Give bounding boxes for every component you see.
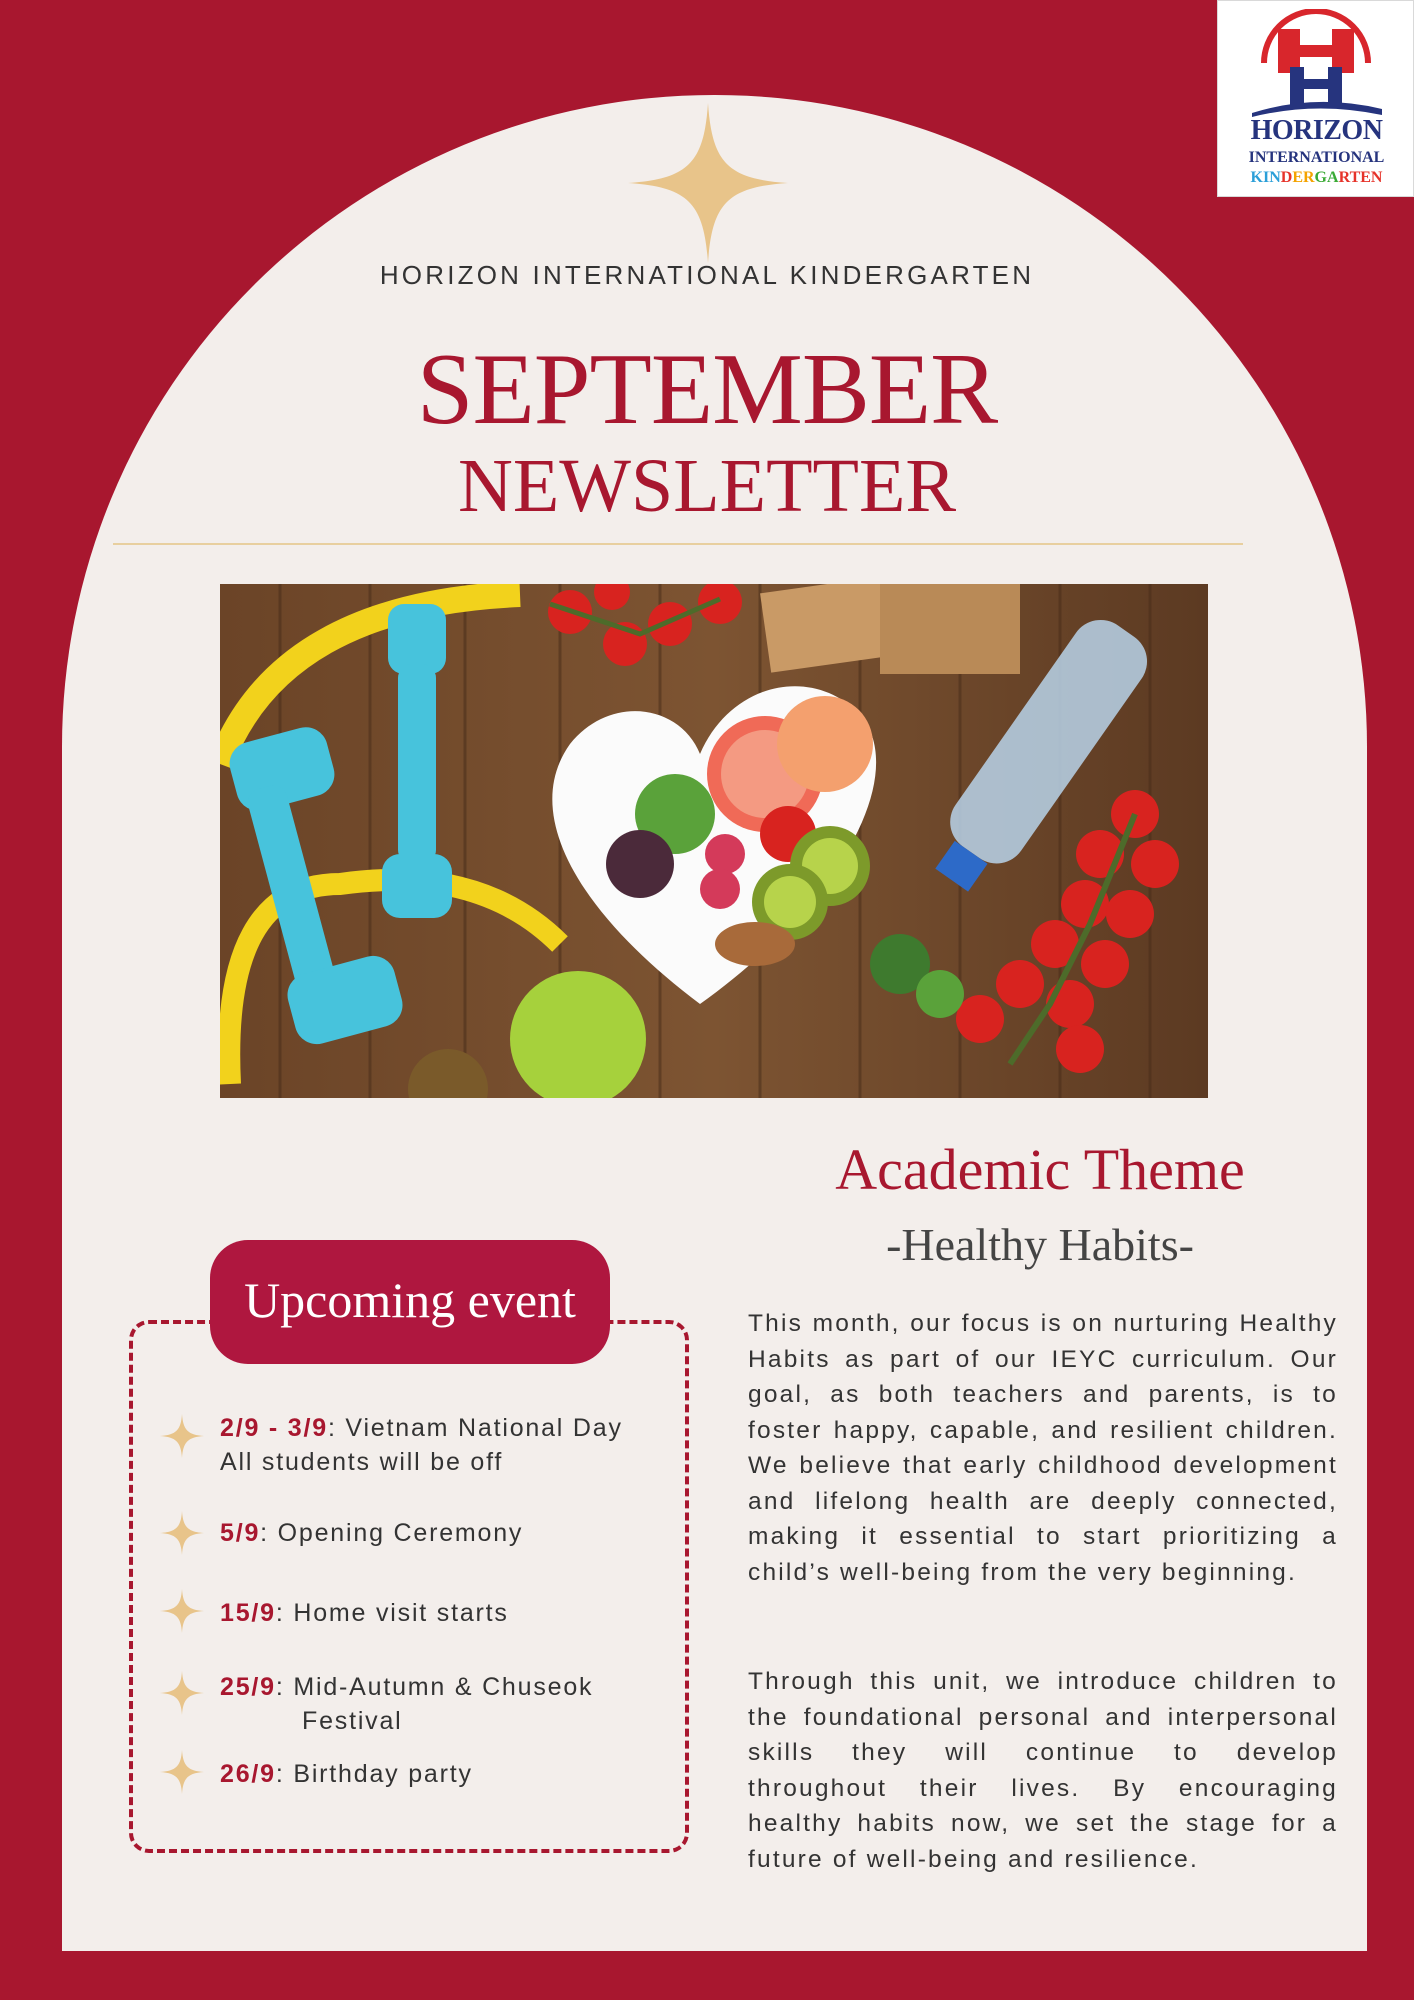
- event-date: 25/9: [220, 1673, 276, 1701]
- event-item: [220, 1411, 680, 1479]
- logo-letter: N: [1370, 169, 1383, 186]
- academic-theme-title: Academic Theme: [835, 1137, 1245, 1202]
- event-text: : Birthday party: [275, 1760, 473, 1788]
- event-item: [220, 1757, 680, 1791]
- event-date: 15/9: [220, 1599, 276, 1627]
- academic-theme-subtitle: -Healthy Habits-: [886, 1219, 1194, 1270]
- divider: [113, 543, 1243, 545]
- title-newsletter: NEWSLETTER: [457, 444, 957, 528]
- logo-text-international: INTERNATIONAL: [1248, 149, 1385, 166]
- sparkle-star-icon: [160, 1511, 204, 1555]
- academic-paragraph-1: This month, our focus is on nurturing Healthy Habits as part of our IEYC curriculum. Our goal, as both teachers and parents, is to foster happy, capable, and resilient children. We believe that early childhood development and lifelong health are deeply connected, making it essential to start prioritizing a child’s well-being from the very beginning.: [748, 1310, 1338, 1586]
- logo-letter: T: [1349, 169, 1361, 186]
- upcoming-events-header: [210, 1240, 610, 1364]
- logo-letter: G: [1314, 169, 1327, 186]
- logo-emblem-icon: [1246, 9, 1386, 117]
- event-text: : Opening Ceremony: [260, 1519, 524, 1547]
- sparkle-star-icon: [160, 1671, 204, 1715]
- sparkle-star-icon: [160, 1750, 204, 1794]
- logo-text-horizon: HORIZON: [1250, 115, 1383, 146]
- event-date: 2/9 - 3/9: [220, 1414, 328, 1442]
- sparkle-star-icon: [628, 103, 788, 263]
- healthy-habits-photo: [220, 584, 1208, 1098]
- event-item: [220, 1670, 702, 1738]
- event-text: : Vietnam National Day: [327, 1414, 623, 1442]
- title-month: SEPTEMBER: [416, 333, 998, 446]
- upcoming-events-heading: Upcoming event: [244, 1272, 576, 1328]
- logo-letter: D: [1280, 169, 1293, 186]
- logo-letter: KIN: [1250, 169, 1281, 186]
- event-item: [220, 1516, 680, 1550]
- logo-letter: A: [1327, 169, 1339, 186]
- sparkle-star-icon: [160, 1414, 204, 1458]
- event-item: [220, 1596, 680, 1630]
- event-text: : Home visit starts: [275, 1599, 509, 1627]
- event-note: All students will be off: [220, 1448, 504, 1476]
- logo-letter: R: [1338, 169, 1350, 186]
- event-date: 5/9: [220, 1519, 261, 1547]
- logo-letter: E: [1360, 169, 1371, 186]
- event-date: 26/9: [220, 1760, 276, 1788]
- school-name: HORIZON INTERNATIONAL KINDERGARTEN: [379, 260, 1035, 290]
- logo-letter: R: [1302, 169, 1315, 186]
- logo-text-kindergarten: [1218, 169, 1414, 187]
- logo-letter: E: [1292, 169, 1303, 186]
- school-logo: [1217, 0, 1414, 197]
- event-text: : Mid-Autumn & Chuseok Festival: [275, 1673, 594, 1735]
- sparkle-star-icon: [160, 1589, 204, 1633]
- academic-paragraph-2: Through this unit, we introduce children to the foundational personal and interpersonal skills they will continue to develop throughout their lives. By encouraging healthy habits now, we set the stage for a future of well-being and resilience.: [748, 1668, 1338, 1873]
